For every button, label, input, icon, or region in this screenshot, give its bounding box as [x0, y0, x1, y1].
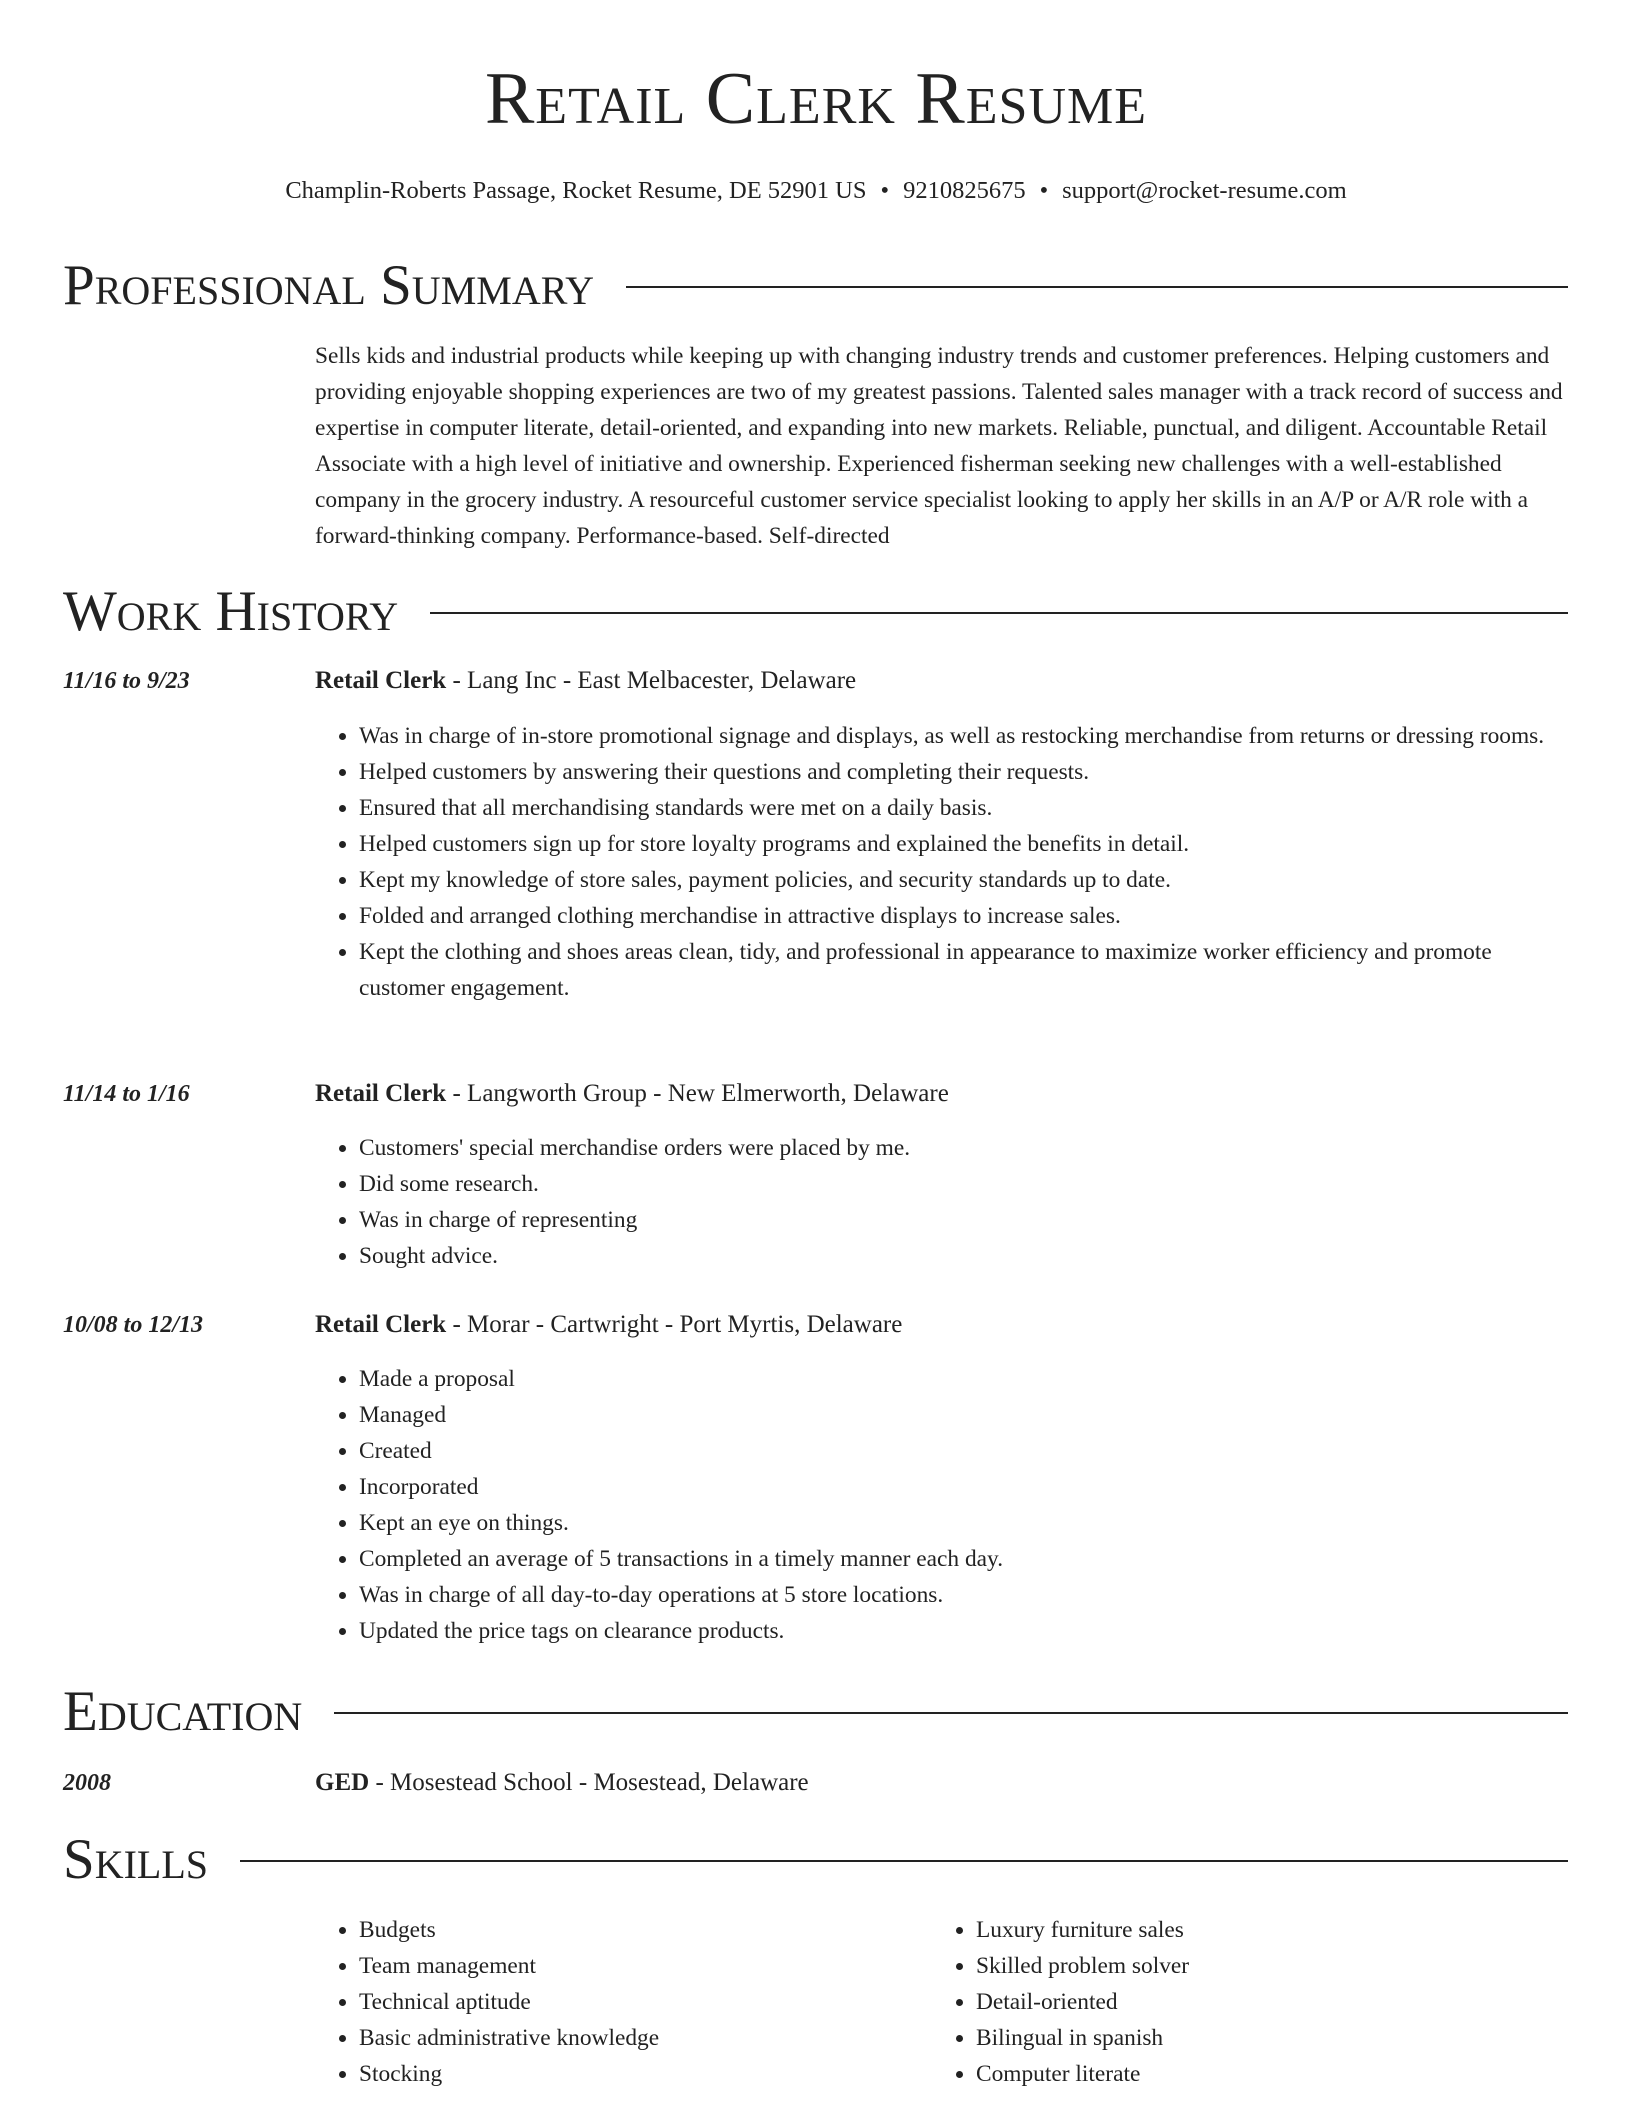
contact-email: support@rocket-resume.com [1062, 177, 1347, 204]
list-item: • Was in charge of representing [359, 1202, 1568, 1238]
contact-address: Champlin-Roberts Passage, Rocket Resume, DE 52901 US [285, 177, 867, 204]
section-divider [240, 1860, 1568, 1862]
education-heading: Education [63, 1680, 303, 1743]
skills-list-left [315, 1912, 915, 2092]
summary-heading: Professional Summary [63, 254, 595, 317]
contact-separator: • [880, 177, 890, 204]
education-entry [315, 1768, 809, 1798]
job-details: - Langworth Group - New Elmerworth, Delaware [446, 1080, 949, 1107]
resume-title: Retail Clerk Resume [484, 58, 1148, 140]
skill-item: • Technical aptitude [359, 1984, 915, 2020]
list-item: • Incorporated [359, 1469, 1568, 1505]
skills-list-right [932, 1912, 1568, 2092]
job-title: Retail Clerk [315, 667, 447, 694]
skill-item: • Detail-oriented [976, 1984, 1568, 2020]
list-item: • Customers' special merchandise orders were placed by me. [359, 1130, 1568, 1166]
list-item: • Helped customers sign up for store loyalty programs and explained the benefits in detail. [359, 826, 1568, 862]
skill-item: • Stocking [359, 2056, 915, 2092]
contact-phone: 9210825675 [903, 177, 1026, 204]
job-dates: 10/08 to 12/13 [63, 1312, 204, 1338]
list-item: • Updated the price tags on clearance products. [359, 1613, 1568, 1649]
education-year: 2008 [63, 1770, 111, 1796]
list-item: • Made a proposal [359, 1361, 1568, 1397]
job-title: Retail Clerk [315, 1080, 447, 1107]
skill-item: • Bilingual in spanish [976, 2020, 1568, 2056]
summary-section-header [63, 254, 1568, 317]
education-section-header [63, 1680, 1568, 1743]
skill-item: • Basic administrative knowledge [359, 2020, 915, 2056]
section-divider [626, 286, 1568, 288]
list-item: • Kept an eye on things. [359, 1505, 1568, 1541]
list-item: • Did some research. [359, 1166, 1568, 1202]
job-dates: 11/14 to 1/16 [63, 1081, 190, 1107]
job-bullets [315, 718, 1568, 1006]
education-degree: GED [315, 1769, 370, 1796]
list-item: • Folded and arranged clothing merchandise in attractive displays to increase sales. [359, 898, 1568, 934]
list-item: • Managed [359, 1397, 1568, 1433]
skills-heading: Skills [63, 1828, 209, 1891]
skill-item: • Computer literate [976, 2056, 1568, 2092]
skills-section-header [63, 1828, 1568, 1891]
work-heading: Work History [63, 580, 399, 643]
job-title: Retail Clerk [315, 1311, 447, 1338]
skill-item: • Budgets [359, 1912, 915, 1948]
job-bullets [315, 1130, 1568, 1274]
list-item: • Sought advice. [359, 1238, 1568, 1274]
job-details: - Morar - Cartwright - Port Myrtis, Delaware [446, 1311, 903, 1338]
summary-text: Sells kids and industrial products while keeping up with changing industry trends and customer preferences. Helping customers and providing enjoyable shopping experiences are two of my greatest passions. Talented sales manager with a track record of success and expertise in computer literate, detail-oriented, and expanding into new markets. Reliable, punctual, and diligent. Accountable Retail Associate with a high level of initiative and ownership. Experienced fisherman seeking new challenges with a well-established company in the grocery industry. A resourceful customer service specialist looking to apply her skills in an A/P or A/R role with a forward-thinking company. Performance-based. Self-directed [315, 343, 1563, 549]
job-heading [315, 666, 856, 696]
job-details: - Lang Inc - East Melbacester, Delaware [446, 667, 857, 694]
work-section-header [63, 580, 1568, 643]
contact-separator: • [1039, 177, 1049, 204]
section-divider [430, 612, 1568, 614]
contact-line [0, 176, 1632, 206]
job-dates: 11/16 to 9/23 [63, 668, 190, 694]
skill-item: • Luxury furniture sales [976, 1912, 1568, 1948]
skill-item: • Skilled problem solver [976, 1948, 1568, 1984]
job-heading [315, 1079, 949, 1109]
list-item: • Was in charge of all day-to-day operations at 5 store locations. [359, 1577, 1568, 1613]
list-item: • Was in charge of in-store promotional signage and displays, as well as restocking merchandise from returns or dressing rooms. [359, 718, 1568, 754]
education-details: - Mosestead School - Mosestead, Delaware [369, 1769, 809, 1796]
list-item: • Helped customers by answering their questions and completing their requests. [359, 754, 1568, 790]
list-item: • Kept my knowledge of store sales, payment policies, and security standards up to date. [359, 862, 1568, 898]
list-item: • Created [359, 1433, 1568, 1469]
section-divider [334, 1712, 1568, 1714]
list-item: • Kept the clothing and shoes areas clean, tidy, and professional in appearance to maximize worker efficiency and promote customer engagement. [359, 934, 1568, 1006]
job-heading [315, 1310, 902, 1340]
job-bullets [315, 1361, 1568, 1649]
skill-item: • Team management [359, 1948, 915, 1984]
list-item: • Ensured that all merchandising standards were met on a daily basis. [359, 790, 1568, 826]
list-item: • Completed an average of 5 transactions in a timely manner each day. [359, 1541, 1568, 1577]
